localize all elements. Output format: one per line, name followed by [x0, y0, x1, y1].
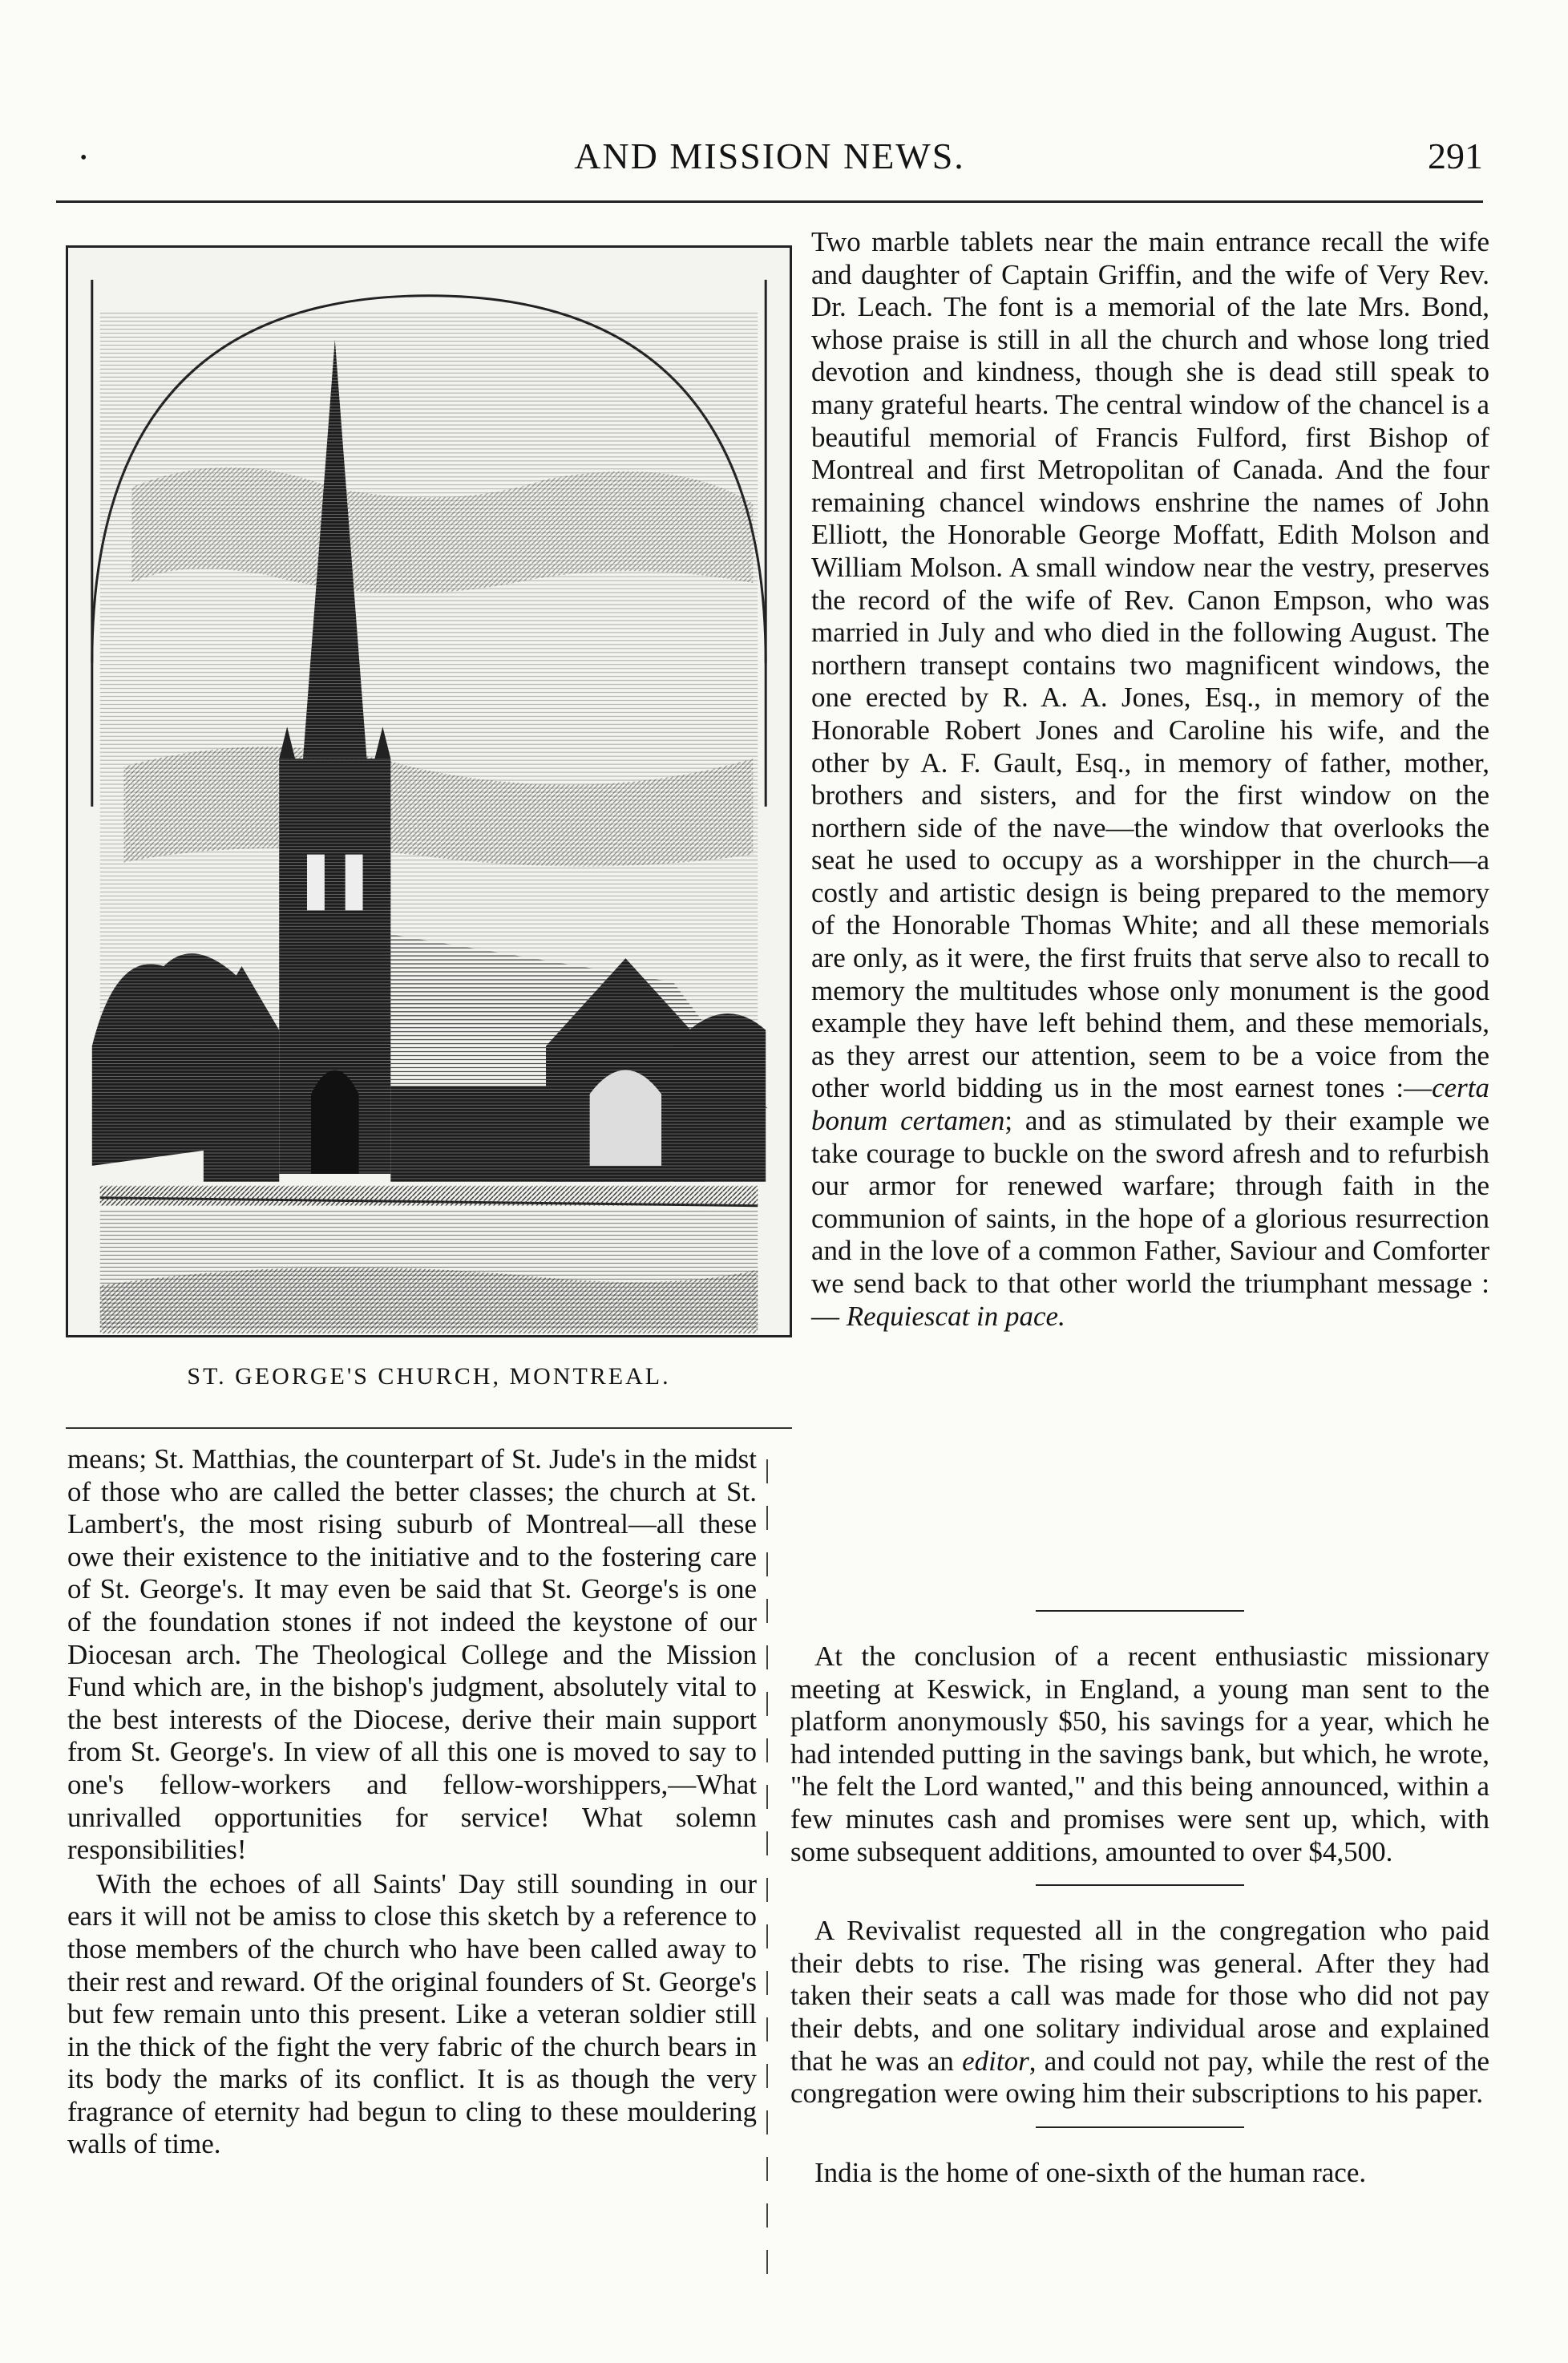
diocese-paragraph: means; St. Matthias, the counterpart of St. Jude's in the midst of those who are called the better classes; the church at St. Lambert's, the most rising suburb of Montreal—all these owe their existence to the initiative and to the fostering care of St. George's. It may even be said that St. George's is one of the foundation stones if not indeed the keystone of our Diocesan arch. The Theological College and the Mission Fund which are, in the bishop's judgment, absolutely vital to the best interests of the Diocese, derive their main support from St. George's. In view of all this one is moved to say to one's fellow-workers and fellow-worshippers,—What unrivalled opportunities for service! What solemn responsibilities! [67, 1443, 757, 1866]
church-engraving [66, 245, 792, 1337]
page-header [56, 135, 1483, 191]
page-number: 291 [1428, 136, 1483, 176]
revivalist-text-b: , and could not pay, while the rest of the congregation were owing him their subscriptions to his paper. [790, 2045, 1489, 2110]
memorials-text-b: ; and as stimulated by their example we take courage to buckle on the sword afresh and to refurbish our armor for renewed warfare; through faith in the communion of saints, in the hope of a glorious resurrection and in the love of a common Father, Saviour and Comforter we send back to that other world the triumphant message :— [811, 1105, 1489, 1332]
st-georges-article [67, 1443, 757, 2161]
editor-word: editor [962, 2045, 1029, 2077]
all-saints-paragraph: With the echoes of all Saints' Day still sounding in our ears it will not be amiss to close this sketch by a reference to those members of the church who have been called away to their rest and reward. Of the original founders of St. George's but few remain unto this present. Like a veteran soldier still in the thick of the fight the very fabric of the church bears in its body the marks of its conflict. It is as though the very fragrance of eternity had begun to cling to these mouldering walls of time. [67, 1867, 757, 2160]
caption-rule [66, 1427, 792, 1429]
revivalist-paragraph [790, 1915, 1489, 2110]
india-line: India is the home of one-sixth of the human race. [814, 2156, 1367, 2188]
section-divider [1036, 1610, 1244, 1612]
running-title: AND MISSION NEWS. [574, 136, 965, 176]
memorials-paragraph [811, 226, 1489, 1333]
bullet-mark: • [80, 148, 87, 168]
section-divider [1036, 2126, 1244, 2128]
requiescat-line: Requiescat in pace. [846, 1300, 1065, 1332]
memorials-article [811, 226, 1489, 1333]
church-engraving-drawing [68, 248, 790, 1335]
memorials-text-a: Two marble tablets near the main entrance recall the wife and daughter of Captain Griffin, and the wife of Very Rev. Dr. Leach. The font is a memorial of the late Mrs. Bond, whose praise is still in all the church and whose long tried devotion and kindness, though she is dead still speak to many grateful hearts. The central window of the chancel is a beautiful memorial of Francis Fulford, first Bishop of Montreal and first Metropolitan of Canada. And the four remaining chancel windows enshrine the names of John Elliott, the Honorable George Moffatt, Edith Molson and William Molson. A small window near the vestry, preserves the record of the wife of Rev. Canon Empson, who was married in July and who died in the following August. The northern transept contains two magnificent windows, the one erected by R. A. A. Jones, Esq., in memory of the Honorable Robert Jones and Caroline his wife, and the other by A. F. Gault, Esq., in memory of father, mother, brothers and sisters, and for the first window on the northern side of the nave—the window that overlooks the seat he used to occupy as a worshipper in the church—a costly and artistic design is being prepared to the memory of the Honorable Thomas White; and all these memorials are only, as it were, the first fruits that serve also to recall to memory the multitudes whose only monument is the good example they have left behind them, and these memorials, as they arrest our attention, seem to be a voice from the other world bidding us in the most earnest tones :— [811, 226, 1489, 1104]
section-divider [1036, 1884, 1244, 1886]
keswick-paragraph: At the conclusion of a recent enthusiastic missionary meeting at Keswick, in England, a young man sent to the platform anonymously $50, his savings for a year, which he had intended putting in the savings bank, but which, he wrote, "he felt the Lord wanted," and this being announced, within a few minutes cash and promises were sent up, which, with some subsequent additions, amounted to over $4,500. [790, 1641, 1489, 1867]
revivalist-text-a: A Revivalist requested all in the congregation who paid their debts to rise. The rising was general. After they had taken their seats a call was made for those who did not pay their debts, and one solitary individual arose and explained that he was an [790, 1915, 1489, 2077]
header-rule [56, 200, 1483, 203]
news-items [790, 1610, 1489, 2189]
latin-motto: certa bonum certamen [811, 1072, 1489, 1137]
illustration-caption: ST. GEORGE'S CHURCH, MONTREAL. [187, 1363, 671, 1390]
column-separator [766, 1459, 768, 2277]
